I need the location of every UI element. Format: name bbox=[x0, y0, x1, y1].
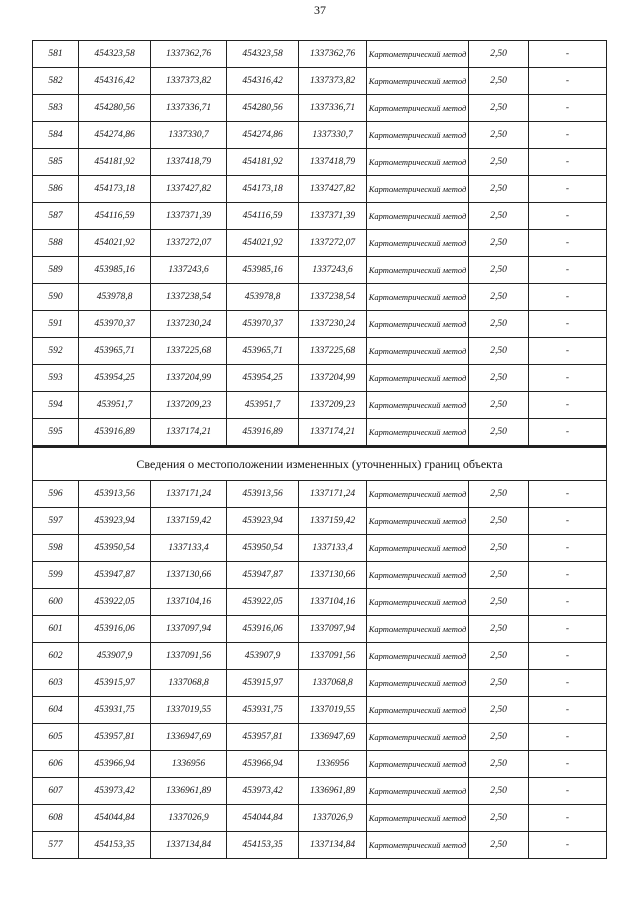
note-cell: - bbox=[529, 122, 607, 149]
new-x-coordinate-cell: 453985,16 bbox=[227, 257, 299, 284]
y-coordinate-cell: 1337068,8 bbox=[151, 670, 227, 697]
table-row bbox=[33, 481, 607, 508]
x-coordinate-cell: 454116,59 bbox=[79, 203, 151, 230]
x-coordinate-cell: 453916,06 bbox=[79, 616, 151, 643]
y-coordinate-cell: 1337091,56 bbox=[151, 643, 227, 670]
x-coordinate-cell: 454173,18 bbox=[79, 176, 151, 203]
new-x-coordinate-cell: 454021,92 bbox=[227, 230, 299, 257]
note-cell: - bbox=[529, 643, 607, 670]
y-coordinate-cell: 1337097,94 bbox=[151, 616, 227, 643]
new-x-coordinate-cell: 453922,05 bbox=[227, 589, 299, 616]
note-cell: - bbox=[529, 589, 607, 616]
table-row bbox=[33, 365, 607, 392]
y-coordinate-cell: 1337336,71 bbox=[151, 95, 227, 122]
method-cell: Картометрический метод bbox=[367, 257, 469, 284]
x-coordinate-cell: 453915,97 bbox=[79, 670, 151, 697]
table-row bbox=[33, 751, 607, 778]
new-y-coordinate-cell: 1336947,69 bbox=[299, 724, 367, 751]
note-cell: - bbox=[529, 724, 607, 751]
precision-cell: 2,50 bbox=[469, 724, 529, 751]
note-cell: - bbox=[529, 176, 607, 203]
y-coordinate-cell: 1337204,99 bbox=[151, 365, 227, 392]
table-row bbox=[33, 589, 607, 616]
y-coordinate-cell: 1337133,4 bbox=[151, 535, 227, 562]
precision-cell: 2,50 bbox=[469, 311, 529, 338]
new-x-coordinate-cell: 454173,18 bbox=[227, 176, 299, 203]
new-y-coordinate-cell: 1337209,23 bbox=[299, 392, 367, 419]
precision-cell: 2,50 bbox=[469, 697, 529, 724]
note-cell: - bbox=[529, 257, 607, 284]
x-coordinate-cell: 453965,71 bbox=[79, 338, 151, 365]
new-y-coordinate-cell: 1337238,54 bbox=[299, 284, 367, 311]
table-row bbox=[33, 643, 607, 670]
new-y-coordinate-cell: 1337026,9 bbox=[299, 805, 367, 832]
point-number-cell: 608 bbox=[33, 805, 79, 832]
point-number-cell: 582 bbox=[33, 68, 79, 95]
new-y-coordinate-cell: 1337371,39 bbox=[299, 203, 367, 230]
method-cell: Картометрический метод bbox=[367, 41, 469, 68]
new-y-coordinate-cell: 1337373,82 bbox=[299, 68, 367, 95]
method-cell: Картометрический метод bbox=[367, 805, 469, 832]
precision-cell: 2,50 bbox=[469, 203, 529, 230]
y-coordinate-cell: 1337230,24 bbox=[151, 311, 227, 338]
precision-cell: 2,50 bbox=[469, 535, 529, 562]
method-cell: Картометрический метод bbox=[367, 230, 469, 257]
new-x-coordinate-cell: 453970,37 bbox=[227, 311, 299, 338]
note-cell: - bbox=[529, 562, 607, 589]
method-cell: Картометрический метод bbox=[367, 68, 469, 95]
table-row bbox=[33, 616, 607, 643]
method-cell: Картометрический метод bbox=[367, 832, 469, 859]
y-coordinate-cell: 1337418,79 bbox=[151, 149, 227, 176]
y-coordinate-cell: 1337171,24 bbox=[151, 481, 227, 508]
new-x-coordinate-cell: 454274,86 bbox=[227, 122, 299, 149]
table-row bbox=[33, 535, 607, 562]
x-coordinate-cell: 454316,42 bbox=[79, 68, 151, 95]
note-cell: - bbox=[529, 311, 607, 338]
precision-cell: 2,50 bbox=[469, 41, 529, 68]
new-x-coordinate-cell: 453923,94 bbox=[227, 508, 299, 535]
note-cell: - bbox=[529, 95, 607, 122]
x-coordinate-cell: 453923,94 bbox=[79, 508, 151, 535]
precision-cell: 2,50 bbox=[469, 284, 529, 311]
new-x-coordinate-cell: 453957,81 bbox=[227, 724, 299, 751]
point-number-cell: 588 bbox=[33, 230, 79, 257]
table-row bbox=[33, 562, 607, 589]
new-y-coordinate-cell: 1337330,7 bbox=[299, 122, 367, 149]
method-cell: Картометрический метод bbox=[367, 697, 469, 724]
y-coordinate-cell: 1337272,07 bbox=[151, 230, 227, 257]
method-cell: Картометрический метод bbox=[367, 365, 469, 392]
precision-cell: 2,50 bbox=[469, 176, 529, 203]
new-x-coordinate-cell: 453954,25 bbox=[227, 365, 299, 392]
precision-cell: 2,50 bbox=[469, 365, 529, 392]
point-number-cell: 596 bbox=[33, 481, 79, 508]
method-cell: Картометрический метод bbox=[367, 419, 469, 447]
table-row bbox=[33, 670, 607, 697]
point-number-cell: 587 bbox=[33, 203, 79, 230]
note-cell: - bbox=[529, 751, 607, 778]
y-coordinate-cell: 1337159,42 bbox=[151, 508, 227, 535]
precision-cell: 2,50 bbox=[469, 832, 529, 859]
point-number-cell: 591 bbox=[33, 311, 79, 338]
method-cell: Картометрический метод bbox=[367, 562, 469, 589]
new-x-coordinate-cell: 454280,56 bbox=[227, 95, 299, 122]
precision-cell: 2,50 bbox=[469, 562, 529, 589]
note-cell: - bbox=[529, 535, 607, 562]
note-cell: - bbox=[529, 616, 607, 643]
y-coordinate-cell: 1337019,55 bbox=[151, 697, 227, 724]
precision-cell: 2,50 bbox=[469, 616, 529, 643]
new-y-coordinate-cell: 1337243,6 bbox=[299, 257, 367, 284]
table-row bbox=[33, 392, 607, 419]
new-x-coordinate-cell: 454323,58 bbox=[227, 41, 299, 68]
x-coordinate-cell: 453978,8 bbox=[79, 284, 151, 311]
new-y-coordinate-cell: 1337019,55 bbox=[299, 697, 367, 724]
x-coordinate-cell: 453954,25 bbox=[79, 365, 151, 392]
y-coordinate-cell: 1337238,54 bbox=[151, 284, 227, 311]
precision-cell: 2,50 bbox=[469, 230, 529, 257]
x-coordinate-cell: 454323,58 bbox=[79, 41, 151, 68]
new-y-coordinate-cell: 1337427,82 bbox=[299, 176, 367, 203]
coordinates-table bbox=[32, 40, 607, 859]
point-number-cell: 606 bbox=[33, 751, 79, 778]
x-coordinate-cell: 453913,56 bbox=[79, 481, 151, 508]
note-cell: - bbox=[529, 230, 607, 257]
y-coordinate-cell: 1337130,66 bbox=[151, 562, 227, 589]
table-row bbox=[33, 203, 607, 230]
new-y-coordinate-cell: 1336961,89 bbox=[299, 778, 367, 805]
x-coordinate-cell: 453916,89 bbox=[79, 419, 151, 447]
table-row bbox=[33, 41, 607, 68]
new-y-coordinate-cell: 1337097,94 bbox=[299, 616, 367, 643]
y-coordinate-cell: 1337026,9 bbox=[151, 805, 227, 832]
y-coordinate-cell: 1337371,39 bbox=[151, 203, 227, 230]
y-coordinate-cell: 1336956 bbox=[151, 751, 227, 778]
note-cell: - bbox=[529, 805, 607, 832]
table-row bbox=[33, 832, 607, 859]
note-cell: - bbox=[529, 670, 607, 697]
note-cell: - bbox=[529, 778, 607, 805]
y-coordinate-cell: 1337209,23 bbox=[151, 392, 227, 419]
precision-cell: 2,50 bbox=[469, 778, 529, 805]
y-coordinate-cell: 1336947,69 bbox=[151, 724, 227, 751]
table-row bbox=[33, 176, 607, 203]
new-y-coordinate-cell: 1337174,21 bbox=[299, 419, 367, 447]
method-cell: Картометрический метод bbox=[367, 95, 469, 122]
point-number-cell: 607 bbox=[33, 778, 79, 805]
note-cell: - bbox=[529, 832, 607, 859]
new-y-coordinate-cell: 1337418,79 bbox=[299, 149, 367, 176]
x-coordinate-cell: 453951,7 bbox=[79, 392, 151, 419]
coordinates-table-body bbox=[33, 41, 607, 859]
table-row bbox=[33, 311, 607, 338]
x-coordinate-cell: 454181,92 bbox=[79, 149, 151, 176]
x-coordinate-cell: 453973,42 bbox=[79, 778, 151, 805]
note-cell: - bbox=[529, 203, 607, 230]
x-coordinate-cell: 453985,16 bbox=[79, 257, 151, 284]
x-coordinate-cell: 453907,9 bbox=[79, 643, 151, 670]
note-cell: - bbox=[529, 338, 607, 365]
new-y-coordinate-cell: 1337204,99 bbox=[299, 365, 367, 392]
section-header-row bbox=[33, 447, 607, 481]
point-number-cell: 600 bbox=[33, 589, 79, 616]
method-cell: Картометрический метод bbox=[367, 535, 469, 562]
precision-cell: 2,50 bbox=[469, 419, 529, 447]
note-cell: - bbox=[529, 481, 607, 508]
new-x-coordinate-cell: 453916,06 bbox=[227, 616, 299, 643]
new-y-coordinate-cell: 1337091,56 bbox=[299, 643, 367, 670]
method-cell: Картометрический метод bbox=[367, 778, 469, 805]
y-coordinate-cell: 1337134,84 bbox=[151, 832, 227, 859]
point-number-cell: 598 bbox=[33, 535, 79, 562]
precision-cell: 2,50 bbox=[469, 805, 529, 832]
precision-cell: 2,50 bbox=[469, 751, 529, 778]
precision-cell: 2,50 bbox=[469, 68, 529, 95]
point-number-cell: 595 bbox=[33, 419, 79, 447]
note-cell: - bbox=[529, 284, 607, 311]
point-number-cell: 601 bbox=[33, 616, 79, 643]
x-coordinate-cell: 453966,94 bbox=[79, 751, 151, 778]
point-number-cell: 586 bbox=[33, 176, 79, 203]
precision-cell: 2,50 bbox=[469, 670, 529, 697]
new-y-coordinate-cell: 1336956 bbox=[299, 751, 367, 778]
new-x-coordinate-cell: 453978,8 bbox=[227, 284, 299, 311]
point-number-cell: 605 bbox=[33, 724, 79, 751]
y-coordinate-cell: 1337243,6 bbox=[151, 257, 227, 284]
new-x-coordinate-cell: 454316,42 bbox=[227, 68, 299, 95]
note-cell: - bbox=[529, 508, 607, 535]
precision-cell: 2,50 bbox=[469, 257, 529, 284]
x-coordinate-cell: 453947,87 bbox=[79, 562, 151, 589]
new-x-coordinate-cell: 453965,71 bbox=[227, 338, 299, 365]
new-x-coordinate-cell: 453947,87 bbox=[227, 562, 299, 589]
new-x-coordinate-cell: 453915,97 bbox=[227, 670, 299, 697]
note-cell: - bbox=[529, 68, 607, 95]
note-cell: - bbox=[529, 41, 607, 68]
precision-cell: 2,50 bbox=[469, 338, 529, 365]
method-cell: Картометрический метод bbox=[367, 338, 469, 365]
method-cell: Картометрический метод bbox=[367, 481, 469, 508]
x-coordinate-cell: 453931,75 bbox=[79, 697, 151, 724]
new-x-coordinate-cell: 454044,84 bbox=[227, 805, 299, 832]
precision-cell: 2,50 bbox=[469, 149, 529, 176]
table-row bbox=[33, 697, 607, 724]
new-x-coordinate-cell: 454116,59 bbox=[227, 203, 299, 230]
method-cell: Картометрический метод bbox=[367, 724, 469, 751]
x-coordinate-cell: 453970,37 bbox=[79, 311, 151, 338]
new-x-coordinate-cell: 453907,9 bbox=[227, 643, 299, 670]
table-row bbox=[33, 724, 607, 751]
method-cell: Картометрический метод bbox=[367, 149, 469, 176]
new-x-coordinate-cell: 454181,92 bbox=[227, 149, 299, 176]
new-x-coordinate-cell: 453966,94 bbox=[227, 751, 299, 778]
note-cell: - bbox=[529, 392, 607, 419]
x-coordinate-cell: 454280,56 bbox=[79, 95, 151, 122]
method-cell: Картометрический метод bbox=[367, 670, 469, 697]
precision-cell: 2,50 bbox=[469, 481, 529, 508]
new-x-coordinate-cell: 453931,75 bbox=[227, 697, 299, 724]
precision-cell: 2,50 bbox=[469, 508, 529, 535]
table-row bbox=[33, 68, 607, 95]
method-cell: Картометрический метод bbox=[367, 311, 469, 338]
method-cell: Картометрический метод bbox=[367, 176, 469, 203]
note-cell: - bbox=[529, 697, 607, 724]
new-x-coordinate-cell: 453913,56 bbox=[227, 481, 299, 508]
method-cell: Картометрический метод bbox=[367, 392, 469, 419]
table-row bbox=[33, 805, 607, 832]
method-cell: Картометрический метод bbox=[367, 616, 469, 643]
precision-cell: 2,50 bbox=[469, 392, 529, 419]
precision-cell: 2,50 bbox=[469, 122, 529, 149]
point-number-cell: 577 bbox=[33, 832, 79, 859]
new-y-coordinate-cell: 1337171,24 bbox=[299, 481, 367, 508]
note-cell: - bbox=[529, 419, 607, 447]
table-row bbox=[33, 122, 607, 149]
new-x-coordinate-cell: 453973,42 bbox=[227, 778, 299, 805]
new-y-coordinate-cell: 1337362,76 bbox=[299, 41, 367, 68]
point-number-cell: 584 bbox=[33, 122, 79, 149]
x-coordinate-cell: 453957,81 bbox=[79, 724, 151, 751]
table-row bbox=[33, 284, 607, 311]
point-number-cell: 604 bbox=[33, 697, 79, 724]
y-coordinate-cell: 1337104,16 bbox=[151, 589, 227, 616]
table-row bbox=[33, 257, 607, 284]
y-coordinate-cell: 1337225,68 bbox=[151, 338, 227, 365]
point-number-cell: 597 bbox=[33, 508, 79, 535]
new-x-coordinate-cell: 453950,54 bbox=[227, 535, 299, 562]
new-y-coordinate-cell: 1337130,66 bbox=[299, 562, 367, 589]
page-number: 37 bbox=[314, 3, 326, 17]
table-row bbox=[33, 149, 607, 176]
new-y-coordinate-cell: 1337068,8 bbox=[299, 670, 367, 697]
x-coordinate-cell: 454021,92 bbox=[79, 230, 151, 257]
new-y-coordinate-cell: 1337134,84 bbox=[299, 832, 367, 859]
note-cell: - bbox=[529, 149, 607, 176]
table-row bbox=[33, 419, 607, 447]
new-x-coordinate-cell: 453916,89 bbox=[227, 419, 299, 447]
precision-cell: 2,50 bbox=[469, 643, 529, 670]
point-number-cell: 590 bbox=[33, 284, 79, 311]
x-coordinate-cell: 454153,35 bbox=[79, 832, 151, 859]
x-coordinate-cell: 453950,54 bbox=[79, 535, 151, 562]
point-number-cell: 581 bbox=[33, 41, 79, 68]
table-row bbox=[33, 338, 607, 365]
point-number-cell: 603 bbox=[33, 670, 79, 697]
y-coordinate-cell: 1337330,7 bbox=[151, 122, 227, 149]
new-y-coordinate-cell: 1337159,42 bbox=[299, 508, 367, 535]
table-row bbox=[33, 95, 607, 122]
table-row bbox=[33, 508, 607, 535]
y-coordinate-cell: 1336961,89 bbox=[151, 778, 227, 805]
point-number-cell: 594 bbox=[33, 392, 79, 419]
new-x-coordinate-cell: 454153,35 bbox=[227, 832, 299, 859]
x-coordinate-cell: 454274,86 bbox=[79, 122, 151, 149]
point-number-cell: 593 bbox=[33, 365, 79, 392]
new-y-coordinate-cell: 1337272,07 bbox=[299, 230, 367, 257]
new-y-coordinate-cell: 1337336,71 bbox=[299, 95, 367, 122]
new-y-coordinate-cell: 1337230,24 bbox=[299, 311, 367, 338]
new-y-coordinate-cell: 1337225,68 bbox=[299, 338, 367, 365]
method-cell: Картометрический метод bbox=[367, 508, 469, 535]
y-coordinate-cell: 1337373,82 bbox=[151, 68, 227, 95]
point-number-cell: 583 bbox=[33, 95, 79, 122]
note-cell: - bbox=[529, 365, 607, 392]
precision-cell: 2,50 bbox=[469, 95, 529, 122]
precision-cell: 2,50 bbox=[469, 589, 529, 616]
y-coordinate-cell: 1337174,21 bbox=[151, 419, 227, 447]
table-row bbox=[33, 230, 607, 257]
x-coordinate-cell: 453922,05 bbox=[79, 589, 151, 616]
method-cell: Картометрический метод bbox=[367, 203, 469, 230]
x-coordinate-cell: 454044,84 bbox=[79, 805, 151, 832]
section-title: Сведения о местоположении измененных (уточненных) границ объекта bbox=[33, 447, 607, 481]
table-row bbox=[33, 778, 607, 805]
new-y-coordinate-cell: 1337133,4 bbox=[299, 535, 367, 562]
point-number-cell: 592 bbox=[33, 338, 79, 365]
method-cell: Картометрический метод bbox=[367, 122, 469, 149]
new-y-coordinate-cell: 1337104,16 bbox=[299, 589, 367, 616]
point-number-cell: 589 bbox=[33, 257, 79, 284]
method-cell: Картометрический метод bbox=[367, 751, 469, 778]
method-cell: Картометрический метод bbox=[367, 643, 469, 670]
y-coordinate-cell: 1337362,76 bbox=[151, 41, 227, 68]
method-cell: Картометрический метод bbox=[367, 589, 469, 616]
method-cell: Картометрический метод bbox=[367, 284, 469, 311]
new-x-coordinate-cell: 453951,7 bbox=[227, 392, 299, 419]
y-coordinate-cell: 1337427,82 bbox=[151, 176, 227, 203]
point-number-cell: 599 bbox=[33, 562, 79, 589]
point-number-cell: 585 bbox=[33, 149, 79, 176]
point-number-cell: 602 bbox=[33, 643, 79, 670]
